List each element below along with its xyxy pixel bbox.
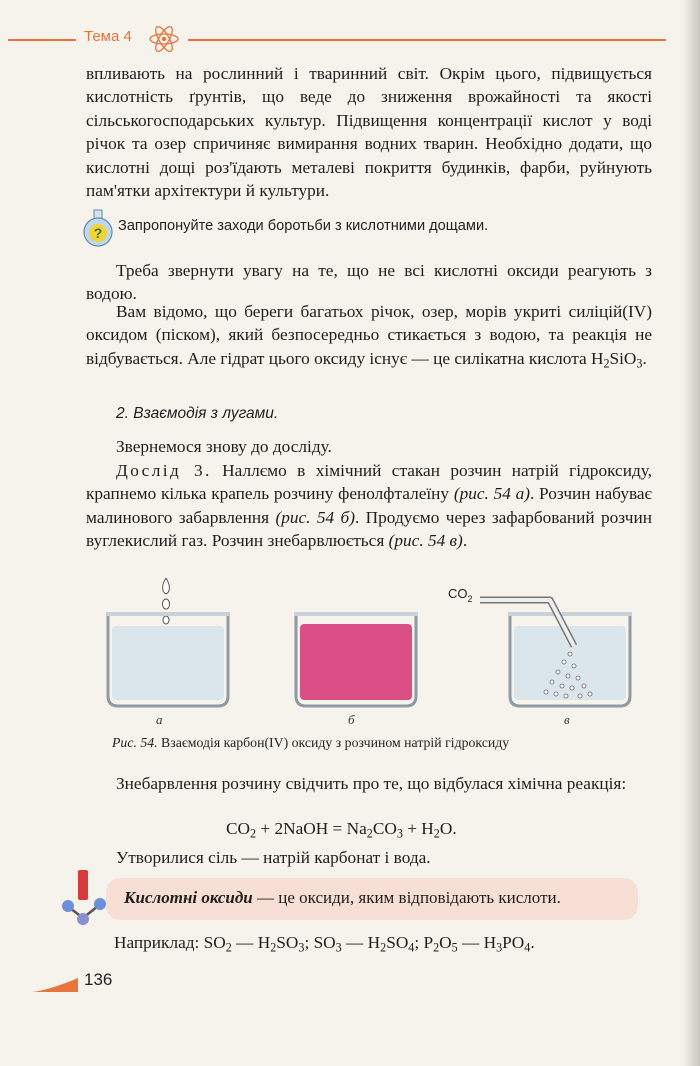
question-block [80, 208, 660, 248]
note-paragraph: Треба звернути увагу на те, що не всі кислотні оксиди реагують з водою. [86, 261, 652, 304]
definition-text: Кислотні оксиди — це оксиди, яким відповідають кислоти. [124, 888, 561, 907]
page-corner-ornament [30, 976, 80, 994]
example-line: Наприклад: $SO_2$ — $H_2SO_3$; $SO_3$ — $H_2SO_4$; $P_2O_5$ — $H_3PO_4$. [114, 933, 535, 955]
figure-letter-a: а [156, 712, 163, 727]
figure-54 [100, 578, 640, 728]
beaker-b [294, 612, 418, 706]
page-header [0, 24, 700, 54]
figure-letter-b: б [348, 712, 355, 727]
conclusion-paragraph: Знебарвлення розчину свідчить про те, що відбулася хімічна реакція: [116, 774, 627, 793]
figure-ref-b: (рис. 54 б) [275, 507, 355, 527]
question-flask-icon [80, 208, 116, 248]
silica-paragraph: Вам відомо, що береги багатьох річок, озер, морів укриті силіцій(IV) оксидом (піском), який безпосередньо стикається з водою, та реакція не відбувається. Але гідрат цього оксиду існує — це силікатна кислота $H_2SiO_3$. [86, 302, 652, 371]
page-number: 136 [84, 970, 113, 989]
molecule-icon [56, 868, 116, 928]
beakers-illustration [100, 578, 640, 728]
figure-caption: Рис. 54. Взаємодія карбон(IV) оксиду з розчином натрій гідроксиду [112, 735, 510, 750]
intro-paragraph: впливають на рослинний і тваринний світ. Окрім цього, підвищується кислотність ґрунтів, що веде до зниження врожайності та якості сільськогосподарських культур. Підвищення концентрації кислот у воді річок та озер спричиняє вимирання водних тварин. Необхідно додати, що кислотні дощі роз'їдають металеві покриття будинків, фарби, руйнують пам'ятки архітектури й культури. [86, 64, 652, 201]
experiment-label: Дослід 3. [116, 461, 212, 480]
reaction-equation: $CO_2$ + 2NaOH = $Na_2CO_3 + H_2O$. [226, 819, 457, 841]
figure-ref-c: (рис. 54 в) [388, 531, 463, 551]
svg-text:?: ? [93, 225, 103, 241]
figure-ref-a: (рис. 54 а) [453, 484, 530, 504]
definition-term: Кислотні оксиди [124, 888, 253, 907]
return-paragraph: Звернемося знову до досліду. [116, 437, 332, 456]
question-text: Запропонуйте заходи боротьби з кислотними дощами. [118, 218, 489, 234]
figure-letter-c: в [564, 712, 570, 727]
page-edge-shadow [682, 0, 700, 1066]
section-heading: 2. Взаємодія з лугами. [116, 405, 279, 422]
header-rule-left [8, 39, 76, 41]
co2-label: $CO_2$ [448, 586, 473, 604]
beaker-a [106, 578, 230, 706]
experiment-paragraph: Дослід 3. Наллємо в хімічний стакан розчин натрій гідроксиду, крапнемо кілька крапель розчину фенолфталеїну (рис. 54 а). Розчин набуває малинового забарвлення (рис. 54 б). Продуємо через зафарбований розчин вуглекислий газ. Розчин знебарвлюється (рис. 54 в). [86, 461, 652, 551]
header-rule-right [188, 39, 666, 41]
beaker-c [480, 600, 632, 706]
atom-ornament-icon [146, 24, 182, 54]
products-paragraph: Утворилися сіль — натрій карбонат і вода. [116, 848, 431, 867]
topic-label: Тема 4 [84, 28, 132, 45]
